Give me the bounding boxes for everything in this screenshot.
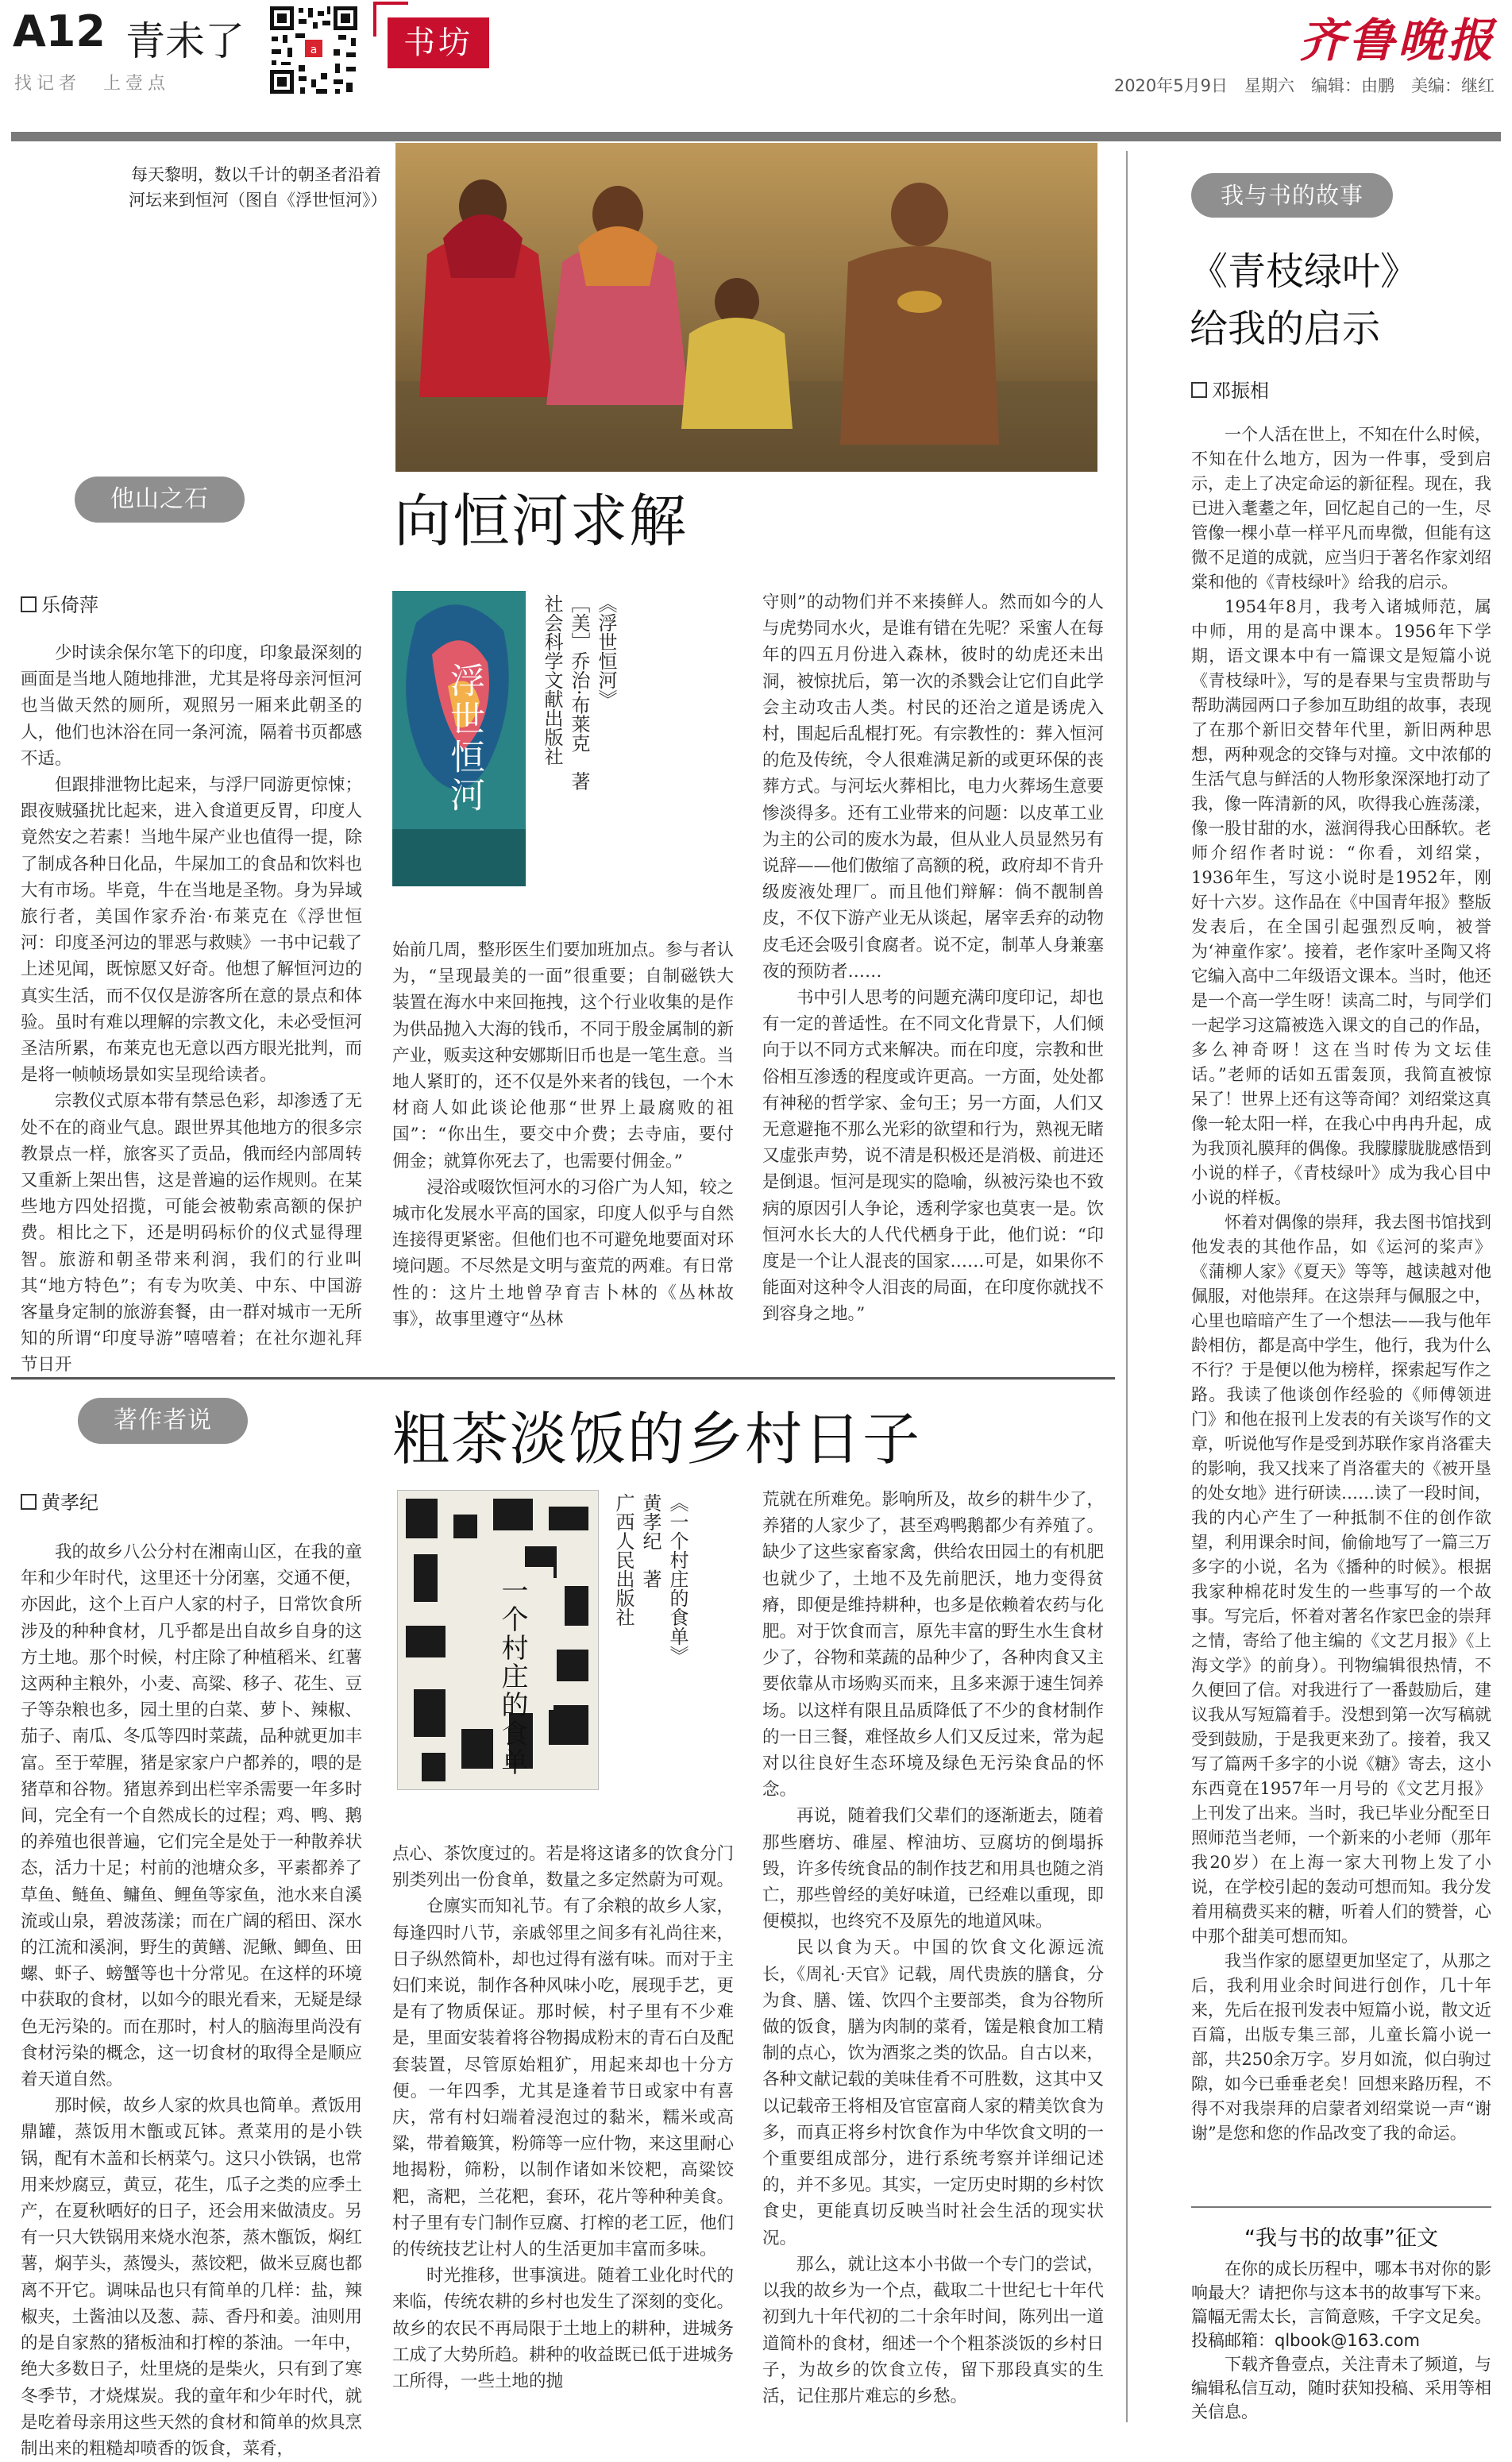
paragraph: 再说，随着我们父辈们的逐渐逝去，随着那些磨坊、碓屋、榨油坊、豆腐坊的倒塌拆毁，许多传统食品的制作技艺和用具也随之消亡，那些曾经的美好味道，已经难以重现，即便模拟，也终究不及原先的地道风味。	[762, 1806, 1105, 1932]
article2-col2	[392, 1841, 734, 2430]
book-cover-ganges-title: 浮世恒河	[444, 662, 484, 815]
page-number: A12	[13, 6, 106, 56]
article3-author: 邓振相	[1212, 380, 1269, 402]
notice-paragraph: 在你的成长历程中，哪本书对你的影响最大？请把你与这本书的故事写下来。篇幅无需太长，言简意赅，千字文足矣。投稿邮箱：qlbook@163.com	[1191, 2259, 1491, 2350]
article1-author: 乐倚萍	[41, 594, 98, 616]
notice-divider	[1191, 2206, 1491, 2208]
header-subtitle: 找记者 上壹点	[14, 74, 171, 94]
book-cover-village-title: 一个村庄的食单	[496, 1576, 528, 1777]
paragraph: 始前几周，整形医生们要加班加点。参与者认为，“呈现最美的一面”很重要；自制磁铁大装置在海水中来回拖拽，这个行业收集的是作为供品抛入大海的钱币，不同于殷金属制的新产业，贩卖这种安娜斯旧币也是一笔生意。当地人紧盯的，还不仅是外来者的钱包，一个木材商人如此谈论他那“世界上最腐败的祖国”：“你出生，要交中介费；去寺庙，要付佣金；就算你死去了，也需要付佣金。”	[392, 940, 735, 1171]
book-meta-name: 《浮世恒河》	[595, 594, 617, 708]
article3-tag: 我与书的故事	[1191, 173, 1393, 218]
paragraph: 荒就在所难免。影响所及，故乡的耕牛少了，养猪的人家少了，甚至鸡鸭鹅都少有养殖了。缺少了这些家畜家禽，供给农田园土的有机肥也就少了，土地不及先前肥沃，地力变得贫瘠，即便是维持耕种，也多是依赖着农药与化肥。对于饮食而言，原先丰富的野生水生食材少了，谷物和菜蔬的品种少了，各种肉食又主要依靠从市场购买而来，且多来源于速生饲养场。以这样有限且品质降低了不少的食材制作的一日三餐，难怪故乡人们又反过来，常为起对以往良好生态环境及绿色无污染食品的怀念。	[762, 1490, 1105, 1800]
article1-col3	[762, 589, 1104, 1356]
book-meta-author: 黄孝纪 著	[639, 1493, 662, 1588]
article2-author: 黄孝纪	[41, 1491, 98, 1514]
paper-masthead: 齐鲁晚报	[1298, 14, 1496, 68]
issue-info: 2020年5月9日 星期六 编辑：由鹏 美编：继红	[1113, 76, 1495, 95]
book-cover-ganges	[392, 591, 526, 886]
paragraph: 但跟排泄物比起来，与浮尸同游更惊悚；跟夜贼骚扰比起来，进入食道更反胃，印度人竟然安之若素！当地牛屎产业也值得一提，除了制成各种日化品，牛屎加工的食品和饮料也大有市场。毕竟，牛在当地是圣物。身为异域旅行者，美国作家乔治·布莱克在《浮世恒河：印度圣河边的罪恶与救赎》一书中记载了上述见闻，既惊愿又好奇。他想了解恒河边的真实生活，而不仅仅是游客所在意的景点和体验。虽时有难以理解的宗教文化，未必受恒河圣洁所累，布莱克也无意以西方眼光批判，而是将一帧帧场景如实呈现给读者。	[21, 775, 363, 1086]
paragraph: 那么，就让这本小书做一个专门的尝试，以我的故乡为一个点，截取二十世纪七十年代初到九十年代初的二十余年时间，陈列出一道道简朴的食材，细述一个个粗茶淡饭的乡村日子，为故乡的饮食立传，留下那段真实的生活，记住那片难忘的乡愁。	[762, 2254, 1105, 2406]
article2-col3	[762, 1487, 1104, 2430]
paragraph: 点心、茶饮度过的。若是将这诸多的饮食分门别类列出一份食单，数量之多定然蔚为可观。	[392, 1844, 735, 1891]
article3-body	[1191, 423, 1491, 2167]
book-meta-ganges	[540, 594, 618, 801]
right-column-divider	[1126, 151, 1128, 2422]
book-cover-village	[397, 1490, 599, 1790]
paragraph: 1954年8月，我考入诸城师范，属中师，用的是高中课本。1956年下学期，语文课本中有一篇课文是短篇小说《青枝绿叶》，写的是春果与宝贵帮助与帮助满园两口子参加互助组的故事，表现了在那个新旧交替年代里，新旧两种思想，两种观念的交锋与对撞。文中浓郁的生活气息与鲜活的人物形象深深地打动了我，像一阵清新的风，吹得我心旌荡漾，像一股甘甜的水，滋润得我心田酥软。老师介绍作者时说：“你看，刘绍棠，1936年生，写这小说时是1952年，刚好十六岁。这作品在《中国青年报》整版发表后，在全国引起强烈反响，被誉为‘神童作家’。接着，老作家叶圣陶又将它编入高中二年级语文课本。当时，他还是一个高一学生呀！读高二时，与同学们一起学习这篇被选入课文的自己的作品，多么神奇呀！这在当时传为文坛佳话。”老师的话如五雷轰顶，我简直被惊呆了！世界上还有这等奇闻？刘绍棠这真像一轮太阳一样，在我心中冉冉升起，成为我顶礼膜拜的偶像。我朦朦胧胧感悟到小说的样子，《青枝绿叶》成为我心目中小说的样板。	[1191, 597, 1491, 1207]
paragraph: 我当作家的愿望更加坚定了，从那之后，我利用业余时间进行创作，几十年来，先后在报刊发表中短篇小说，散文近百篇，出版专集三部，儿童长篇小说一部，共250余万字。岁月如流，似白驹过隙，如今已垂垂老矣！回想来路历程，不得不对我崇拜的启蒙者刘绍棠说一声“谢谢”是您和您的作品改变了我的命运。	[1191, 1951, 1491, 2143]
article2-byline	[21, 1487, 98, 1515]
article1-byline	[21, 589, 98, 617]
article2-col1	[21, 1539, 363, 2459]
paragraph: 宗教仪式原本带有禁忌色彩，却渗透了无处不在的商业气息。跟世界其他地方的很多宗教景点一样，旅客买了贡品，俄而经内部周转又重新上架出售，这是普遍的运作规则。在某些地方四处招揽，可能会被勒索高额的保护费。相比之下，还是明码标价的仪式显得理智。旅游和朝圣带来利润，我们的行业叫其“地方特色”；有专为吹美、中东、中国游客量身定制的旅游套餐，由一群对城市一无所知的所谓“印度导游”嘻嘻着；在社尔迦礼拜节日开	[21, 1091, 363, 1376]
article1-divider	[11, 1377, 1115, 1380]
paragraph: 一个人活在世上，不知在什么时候，不知在什么地方，因为一件事，受到启示，走上了决定命运的新征程。现在，我已进入耄耋之年，回忆起自己的一生，尽管像一棵小草一样平凡而卑微，但能有这微不足道的成就，应当归于著名作家刘绍棠和他的《青枝绿叶》给我的启示。	[1191, 425, 1491, 592]
column-badge: 书坊	[388, 17, 489, 68]
book-meta-village	[611, 1493, 689, 1692]
article1-tag: 他山之石	[75, 477, 245, 523]
qr-code-icon[interactable]	[267, 3, 361, 97]
notice-text	[1191, 2257, 1491, 2424]
article3-title: 《青枝绿叶》给我的启示	[1190, 249, 1419, 351]
book-meta-publisher: 广西人民出版社	[612, 1493, 634, 1627]
book-meta-name: 《一个村庄的食单》	[666, 1493, 688, 1665]
paragraph: 民以食为天。中国的饮食文化源远流长，《周礼·天官》记载，周代贵族的膳食，分为食、膳、馐、饮四个主要部类，食为谷物所做的饭食，膳为肉制的菜肴，馐是粮食加工精制的点心，饮为酒浆之类的饮品。自古以来，各种文献记载的美味佳肴不可胜数，这其中又以记载帝王将相及官宦富商人家的精美饮食为多，而真正将乡村饮食作为中华饮食文明的一个重要组成部分，进行系统考察并详细记述的，并不多见。其实，一定历史时期的乡村饮食史，更能真切反映当时社会生活的现实状况。	[762, 1938, 1105, 2248]
paragraph: 时光推移，世事演进。随着工业化时代的来临，传统农耕的乡村也发生了深刻的变化。故乡的农民不再局限于土地上的耕种，进城务工成了大势所趋。耕种的收益既已低于进城务工所得，一些土地的抛	[392, 2266, 735, 2392]
article2-title: 粗茶淡饭的乡村日子	[392, 1406, 922, 1472]
notice-title: “我与书的故事”征文	[1244, 2226, 1438, 2251]
article1-title: 向恒河求解	[394, 488, 688, 554]
article3-byline	[1191, 375, 1269, 403]
paragraph: 守则”的动物们并不来揍鲜人。然而如今的人与虎势同水火，是谁有错在先呢？采蜜人在每年的四五月份进入森林，彼时的幼虎还未出洞，被惊扰后，第一次的杀戮会让它们自此学会主动攻击人类。村民的还治之道是诱虎入村，围起后乱棍打死。有宗教性的：葬入恒河的危及传统，令人很难满足新的或更环保的丧葬方式。与河坛火葬相比，电力火葬场生意要惨淡得多。还有工业带来的问题：以皮革工业为主的公司的废水为最，但从业人员显然另有说辞——他们傲缩了高额的税，政府却不肯升级废液处理厂。而且他们辩解：倘不靓制兽皮，不仅下游产业无从谈起，屠宰丢弃的动物皮毛还会吸引食腐者。说不定，制革人身兼塞夜的预防者……	[762, 592, 1105, 982]
article2-tag: 著作者说	[78, 1398, 248, 1444]
header-rule	[11, 132, 1501, 141]
article1-col1	[21, 640, 363, 1376]
paragraph: 浸浴或啜饮恒河水的习俗广为人知，较之城市化发展水平高的国家，印度人似乎与自然连接得更紧密。但他们也不可避免地要面对环境问题。不尽然是文明与蛮荒的两难。有日常性的：这片土地曾孕育吉卜林的《丛林故事》，故事里遵守“丛林	[392, 1177, 735, 1329]
article1-col2	[392, 937, 734, 1358]
paragraph: 书中引人思考的问题充满印度印记，却也有一定的普适性。在不同文化背景下，人们倾向于以不同方式来解决。而在印度，宗教和世俗相互渗透的程度或许更高。一方面，处处都有神秘的哲学家、金句王；另一方面，人们又无意避拖不那么光彩的欲望和行为，熟视无睹又虚张声势，说不清是积极还是消极、前进还是倒退。恒河是现实的隐喻，纵被污染也不致病的原因引人争论，透利学家也莫衷一是。饮恒河水长大的人代代栖身于此，他们说：“印度是一个让人混丧的国家……可是，如果你不能面对这种令人泪丧的局面，在印度你就找不到容身之地。”	[762, 988, 1105, 1325]
paragraph: 少时读余保尔笔下的印度，印象最深刻的画面是当地人随地排泄，尤其是将母亲河恒河也当做天然的厕所，观照另一厢来此朝圣的人，他们也沐浴在同一条河流，隔着书页都感不适。	[21, 643, 363, 769]
paragraph: 怀着对偶像的崇拜，我去图书馆找到他发表的其他作品，如《运河的桨声》《蒲柳人家》《夏天》等等，越读越对他佩服，对他崇拜。在这崇拜与佩服之中，心里也暗暗产生了一个想法——我与他年龄相仿，都是高中学生，他行，我为什么不行？于是便以他为榜样，探索起写作之路。我读了他谈创作经验的《师傅领进门》和他在报刊上发表的有关谈写作的文章，听说他写作是受到苏联作家肖洛霍夫的影响，我又找来了肖洛霍夫的《被开垦的处女地》进行研读……读了一段时间，我的内心产生了一种抵制不住的创作欲望，利用课余时间，偷偷地写了一篇三万多字的小说，名为《播种的时候》。根据我家种棉花时发生的一些事写的一个故事。写完后，怀着对著名作家巴金的崇拜之情，寄给了他主编的《文艺月报》《上海文学》的前身）。刊物编辑很热情，不久便回了信。对我进行了一番鼓励后，建议我从写短篇着手。没想到第一次写稿就受到鼓励，于是我更来劲了。接着，我又写了篇两千多字的小说《糖》寄去，这小东西竟在1957年一月号的《文艺月报》上刊发了出来。当时，我已毕业分配至日照师范当老师，一个新来的小老师（那年我20岁）在上海一家大刊物上发了小说，在学校引起的轰动可想而知。我分发着用稿费买来的糖，听着人们的赞誉，心中那个甜美可想而知。	[1191, 1213, 1491, 1946]
paragraph: 我的故乡八公分村在湘南山区，在我的童年和少年时代，这里还十分闭塞，交通不便，亦因此，这个上百户人家的村子，日常饮食所涉及的种种食材，几乎都是出自故乡自身的这方土地。那个时候，村庄除了种植稻米、红薯这两种主粮外，小麦、高粱、移子、花生、豆子等杂粮也多，园土里的白菜、萝卜、辣椒、茄子、南瓜、冬瓜等四时菜蔬，品种就更加丰富。至于荤腥，猪是家家户户都养的，喂的是猪草和谷物。猪崽养到出栏宰杀需要一年多时间，完全有一个自然成长的过程；鸡、鸭、鹅的养殖也很普遍，它们完全是处于一种散养状态，活力十足；村前的池塘众多，平素都养了草鱼、鲢鱼、鳙鱼、鲤鱼等家鱼，池水来自溪流或山泉，碧波荡漾；而在广阔的稻田、深水的江流和溪涧，野生的黄鳝、泥鳅、鲫鱼、田螺、虾子、螃蟹等也十分常见。在这样的环境中获取的食材，以如今的眼光看来，无疑是绿色无污染的。而在那时，村人的脑海里尚没有食材污染的概念，这一切食材的取得全是顺应着天道自然。	[21, 1542, 363, 2090]
notice-paragraph: 下载齐鲁壹点，关注青未了频道，与编辑私信互动，随时获知投稿、采用等相关信息。	[1191, 2355, 1491, 2421]
book-meta-publisher: 社会科学文献出版社	[541, 594, 563, 766]
photo-caption: 每天黎明，数以千计的朝圣者沿着河坛来到恒河（图自《浮世恒河》）	[129, 165, 388, 210]
ganges-bathers-photo	[395, 143, 1097, 472]
section-name: 青未了	[125, 18, 245, 64]
paragraph: 那时候，故乡人家的炊具也简单。煮饭用鼎罐，蒸饭用木甑或瓦钵。煮菜用的是小铁锅，配有木盖和长柄菜勺。这只小铁锅，也常用来炒腐豆，黄豆，花生，瓜子之类的应季土产，在夏秋晒好的日子，还会用来做渍皮。另有一只大铁锅用来烧水泡茶，蒸木甑饭，焖红薯，焖芋头，蒸馒头，蒸饺粑，做米豆腐也都离不开它。调味品也只有简单的几样：盐，辣椒夹，土酱油以及葱、蒜、香丹和姜。油则用的是自家熬的猪板油和打榨的茶油。一年中，绝大多数日子，灶里烧的是柴火，只有到了寒冬季节，才烧煤炭。我的童年和少年时代，就是吃着母亲用这些天然的食材和简单的炊具烹制出来的粗糙却喷香的饭食，菜肴，	[21, 2096, 363, 2459]
svg-text:a: a	[310, 44, 318, 56]
book-meta-author: ［美］乔治·布莱克 著	[568, 594, 590, 791]
paragraph: 仓廪实而知礼节。有了余粮的故乡人家，每逢四时八节，亲戚邻里之间多有礼尚往来，日子纵然简朴，却也过得有滋有味。而对于主妇们来说，制作各种风味小吃，展现手艺，更是有了物质保证。那时候，村子里有不少难是，里面安装着将谷物揭成粉末的青石白及配套装置，尽管原始粗犷，用起来却也十分方便。一年四季，尤其是逢着节日或家中有喜庆，常有村妇端着浸泡过的黏米，糯米或高粱，带着簸箕，粉筛等一应什物，来这里耐心地揭粉，筛粉，以制作诸如米饺粑，高粱饺粑，斋粑，兰花粑，套环，花片等种种美食。村子里有专门制作豆腐、打榨的老工匠，他们的传统技艺让村人的生活更加丰富而多味。	[392, 1897, 735, 2260]
